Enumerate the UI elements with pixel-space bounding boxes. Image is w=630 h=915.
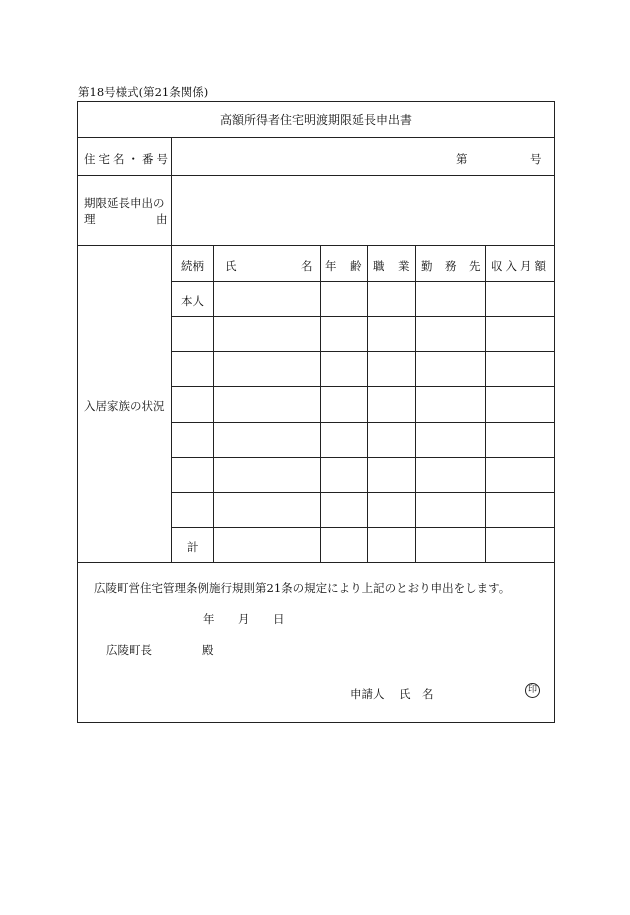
- grid-vline: [415, 246, 416, 562]
- reason-label-line1: 期限延長申出の: [84, 196, 165, 210]
- col-name-left: 氏: [225, 259, 237, 273]
- col-name-right: 名: [301, 259, 313, 273]
- addressee: 広陵町長: [106, 643, 152, 657]
- reason-row: [78, 176, 554, 246]
- col-income: 収入月額: [491, 259, 549, 273]
- applicant-name-left: 氏: [399, 687, 411, 701]
- grid-hline: [171, 281, 554, 282]
- seal-mark: 印: [525, 683, 540, 698]
- form-title: 高額所得者住宅明渡期限延長申出書: [219, 113, 412, 127]
- grid-hline: [171, 457, 554, 458]
- grid-hline: [171, 422, 554, 423]
- date-month: 月: [238, 612, 250, 626]
- col-age-right: 齢: [350, 259, 362, 273]
- col-workplace-3: 先: [469, 259, 481, 273]
- grid-vline: [485, 246, 486, 562]
- col-workplace-2: 務: [445, 259, 457, 273]
- date-day: 日: [273, 612, 285, 626]
- application-form: [77, 101, 555, 723]
- self-relation: 本人: [181, 294, 204, 308]
- col-job-left: 職: [373, 259, 385, 273]
- label-column-divider: [171, 138, 172, 562]
- reason-label-line2-right: 由: [156, 212, 168, 226]
- honorific: 殿: [202, 643, 214, 657]
- housing-label: 住宅名・番号: [84, 152, 171, 166]
- col-workplace-1: 勤: [421, 259, 433, 273]
- family-label: 入居家族の状況: [84, 399, 165, 413]
- family-bottom-border: [78, 562, 554, 563]
- applicant-label: 申請人: [350, 687, 385, 701]
- grid-vline: [320, 246, 321, 562]
- grid-hline: [171, 492, 554, 493]
- applicant-name-right: 名: [422, 687, 434, 701]
- housing-dai: 第: [456, 152, 468, 166]
- total-label: 計: [187, 540, 199, 554]
- form-number: 第18号様式(第21条関係): [78, 85, 209, 99]
- reason-label-line2-left: 理: [84, 212, 96, 226]
- form-title-row: [78, 102, 554, 138]
- date-year: 年: [203, 612, 215, 626]
- declaration-text: 広陵町営住宅管理条例施行規則第21条の規定により上記のとおり申出をします。: [94, 581, 511, 595]
- col-age-left: 年: [325, 259, 337, 273]
- grid-hline: [171, 527, 554, 528]
- grid-hline: [171, 386, 554, 387]
- grid-hline: [171, 316, 554, 317]
- grid-vline: [367, 246, 368, 562]
- grid-hline: [171, 351, 554, 352]
- col-relation: 続柄: [181, 259, 204, 273]
- housing-go: 号: [530, 152, 542, 166]
- grid-vline: [213, 246, 214, 562]
- col-job-right: 業: [398, 259, 410, 273]
